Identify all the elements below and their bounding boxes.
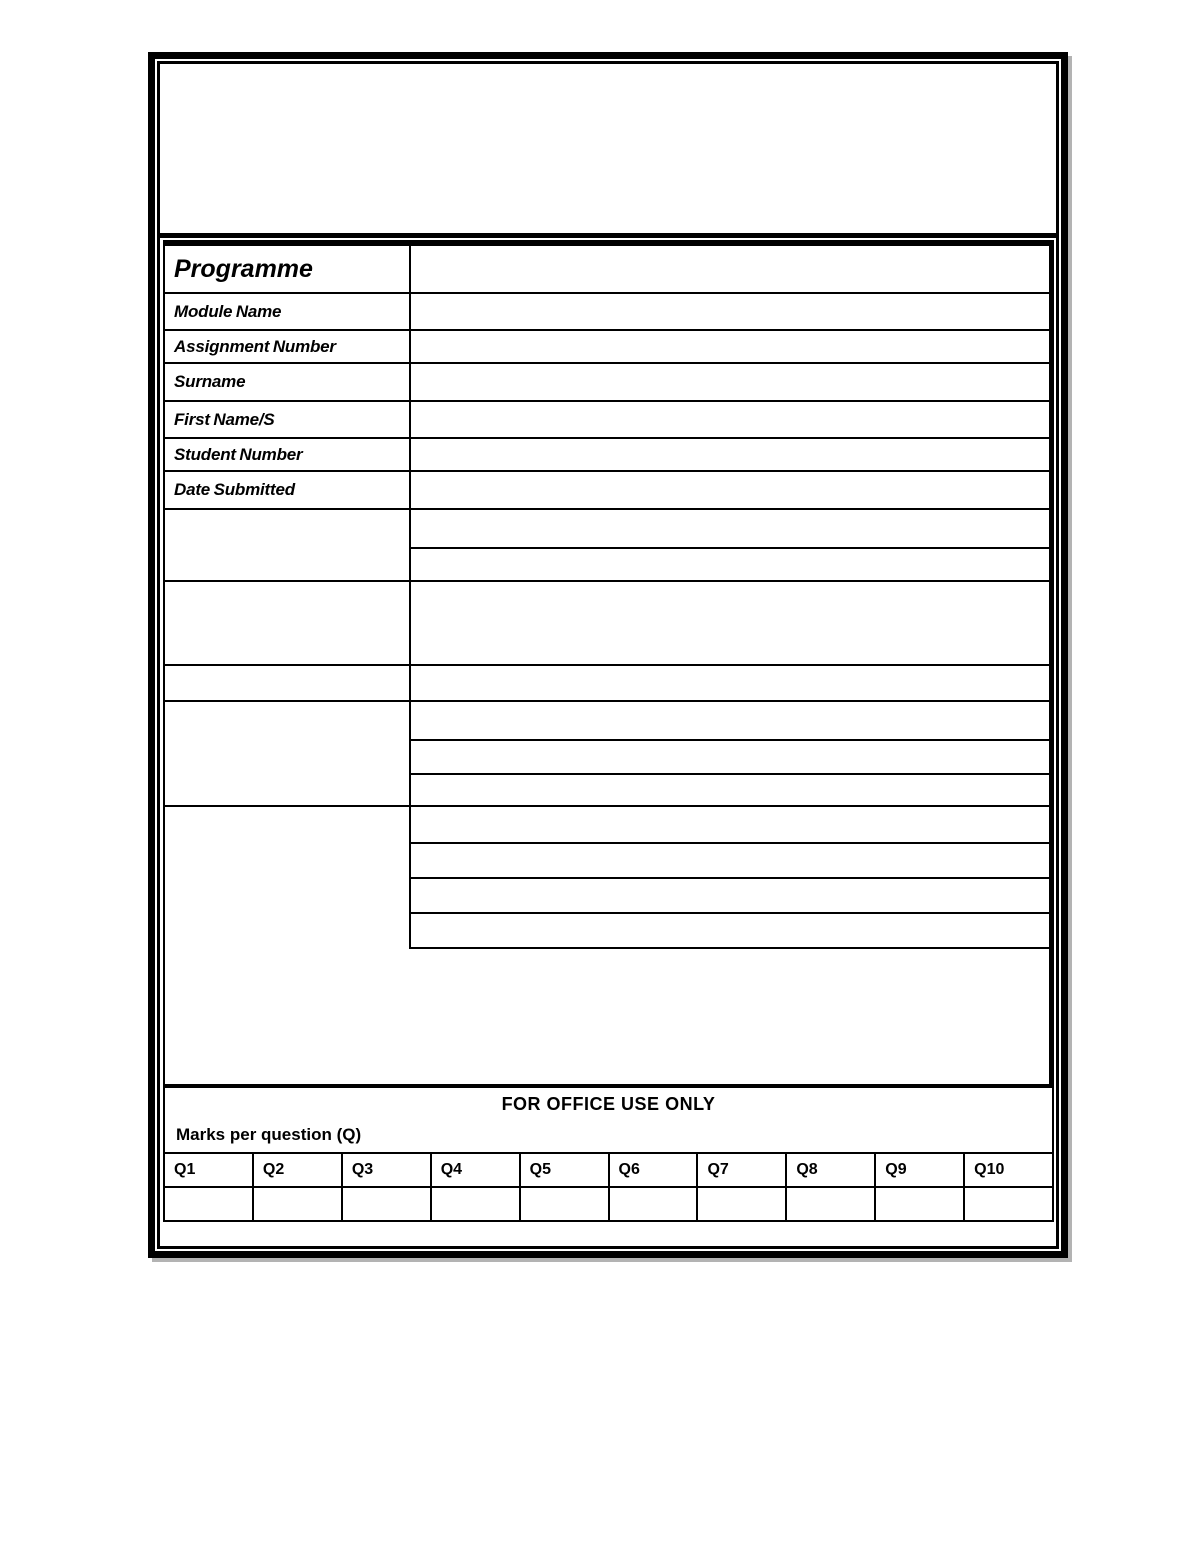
empty-label-cell[interactable] bbox=[165, 807, 411, 949]
marks-per-question-label: Marks per question (Q) bbox=[176, 1125, 362, 1144]
table-row-surname bbox=[165, 364, 1049, 402]
empty-label-cell[interactable] bbox=[165, 666, 411, 700]
empty-field-row[interactable] bbox=[411, 702, 1049, 741]
question-header-q3: Q3 bbox=[343, 1154, 432, 1186]
field-value-assignment-number[interactable] bbox=[411, 331, 1049, 362]
table-row-empty-tall bbox=[165, 582, 1049, 666]
mark-cell-q5[interactable] bbox=[521, 1188, 610, 1220]
empty-field-row[interactable] bbox=[411, 510, 1049, 549]
table-row-empty-span4 bbox=[165, 807, 1049, 949]
empty-label-cell[interactable] bbox=[165, 510, 411, 580]
mark-cell-q7[interactable] bbox=[698, 1188, 787, 1220]
empty-field-row[interactable] bbox=[411, 807, 1049, 844]
notes-area[interactable] bbox=[165, 949, 1049, 1084]
mark-cell-q8[interactable] bbox=[787, 1188, 876, 1220]
empty-field-row[interactable] bbox=[411, 741, 1049, 775]
question-header-q10: Q10 bbox=[974, 1161, 1005, 1178]
field-label-module-name: Module Name bbox=[165, 294, 411, 329]
table-row-programme bbox=[165, 246, 1049, 294]
empty-field-row[interactable] bbox=[411, 879, 1049, 914]
header-logo-area bbox=[160, 64, 1056, 238]
empty-field-row[interactable] bbox=[411, 775, 1049, 805]
field-value-date-submitted[interactable] bbox=[411, 472, 1049, 508]
empty-field-row[interactable] bbox=[411, 549, 1049, 580]
office-use-header-cell bbox=[165, 1088, 1052, 1154]
empty-field-row[interactable] bbox=[411, 666, 1049, 700]
table-row-empty-span3 bbox=[165, 702, 1049, 807]
table-row-date-submitted bbox=[165, 472, 1049, 510]
office-use-table bbox=[163, 1084, 1054, 1222]
field-label-programme: Programme bbox=[165, 246, 411, 292]
table-row-assignment-number bbox=[165, 331, 1049, 364]
table-row-student-number bbox=[165, 439, 1049, 472]
field-value-programme[interactable] bbox=[411, 246, 1049, 292]
mark-cell-q10[interactable] bbox=[965, 1188, 1052, 1220]
field-label-surname: Surname bbox=[165, 364, 411, 400]
question-header-q9: Q9 bbox=[876, 1154, 965, 1186]
field-label-student-number: Student Number bbox=[165, 439, 411, 470]
field-value-first-names[interactable] bbox=[411, 402, 1049, 437]
question-header-q7: Q7 bbox=[698, 1154, 787, 1186]
mark-cell-q4[interactable] bbox=[432, 1188, 521, 1220]
field-value-surname[interactable] bbox=[411, 364, 1049, 400]
question-header-q1: Q1 bbox=[165, 1154, 254, 1186]
question-header-q4: Q4 bbox=[432, 1154, 521, 1186]
mark-cell-q2[interactable] bbox=[254, 1188, 343, 1220]
empty-label-cell[interactable] bbox=[165, 702, 411, 805]
field-value-student-number[interactable] bbox=[411, 439, 1049, 470]
question-header-q2: Q2 bbox=[254, 1154, 343, 1186]
mark-cell-q3[interactable] bbox=[343, 1188, 432, 1220]
question-header-q5: Q5 bbox=[521, 1154, 610, 1186]
empty-field-row[interactable] bbox=[411, 582, 1049, 664]
page-border-frame bbox=[148, 52, 1068, 1258]
question-header-row bbox=[165, 1154, 1052, 1188]
question-header-q8: Q8 bbox=[787, 1154, 876, 1186]
table-row-empty-short bbox=[165, 666, 1049, 702]
empty-field-row[interactable] bbox=[411, 844, 1049, 879]
table-row-first-names bbox=[165, 402, 1049, 439]
question-marks-row bbox=[165, 1188, 1052, 1220]
empty-field-row[interactable] bbox=[411, 914, 1049, 949]
table-row-module-name bbox=[165, 294, 1049, 331]
field-label-first-names: First Name/S bbox=[165, 402, 411, 437]
office-use-title: FOR OFFICE USE ONLY bbox=[501, 1094, 716, 1114]
mark-cell-q6[interactable] bbox=[610, 1188, 699, 1220]
page-border-inner bbox=[157, 61, 1059, 1249]
field-label-date-submitted: Date Submitted bbox=[165, 472, 411, 508]
question-header-q6: Q6 bbox=[610, 1154, 699, 1186]
cover-sheet-table bbox=[163, 240, 1054, 1084]
field-label-assignment-number: Assignment Number bbox=[165, 331, 411, 362]
empty-label-cell[interactable] bbox=[165, 582, 411, 664]
mark-cell-q9[interactable] bbox=[876, 1188, 965, 1220]
field-value-module-name[interactable] bbox=[411, 294, 1049, 329]
table-row-empty-span2 bbox=[165, 510, 1049, 582]
mark-cell-q1[interactable] bbox=[165, 1188, 254, 1220]
